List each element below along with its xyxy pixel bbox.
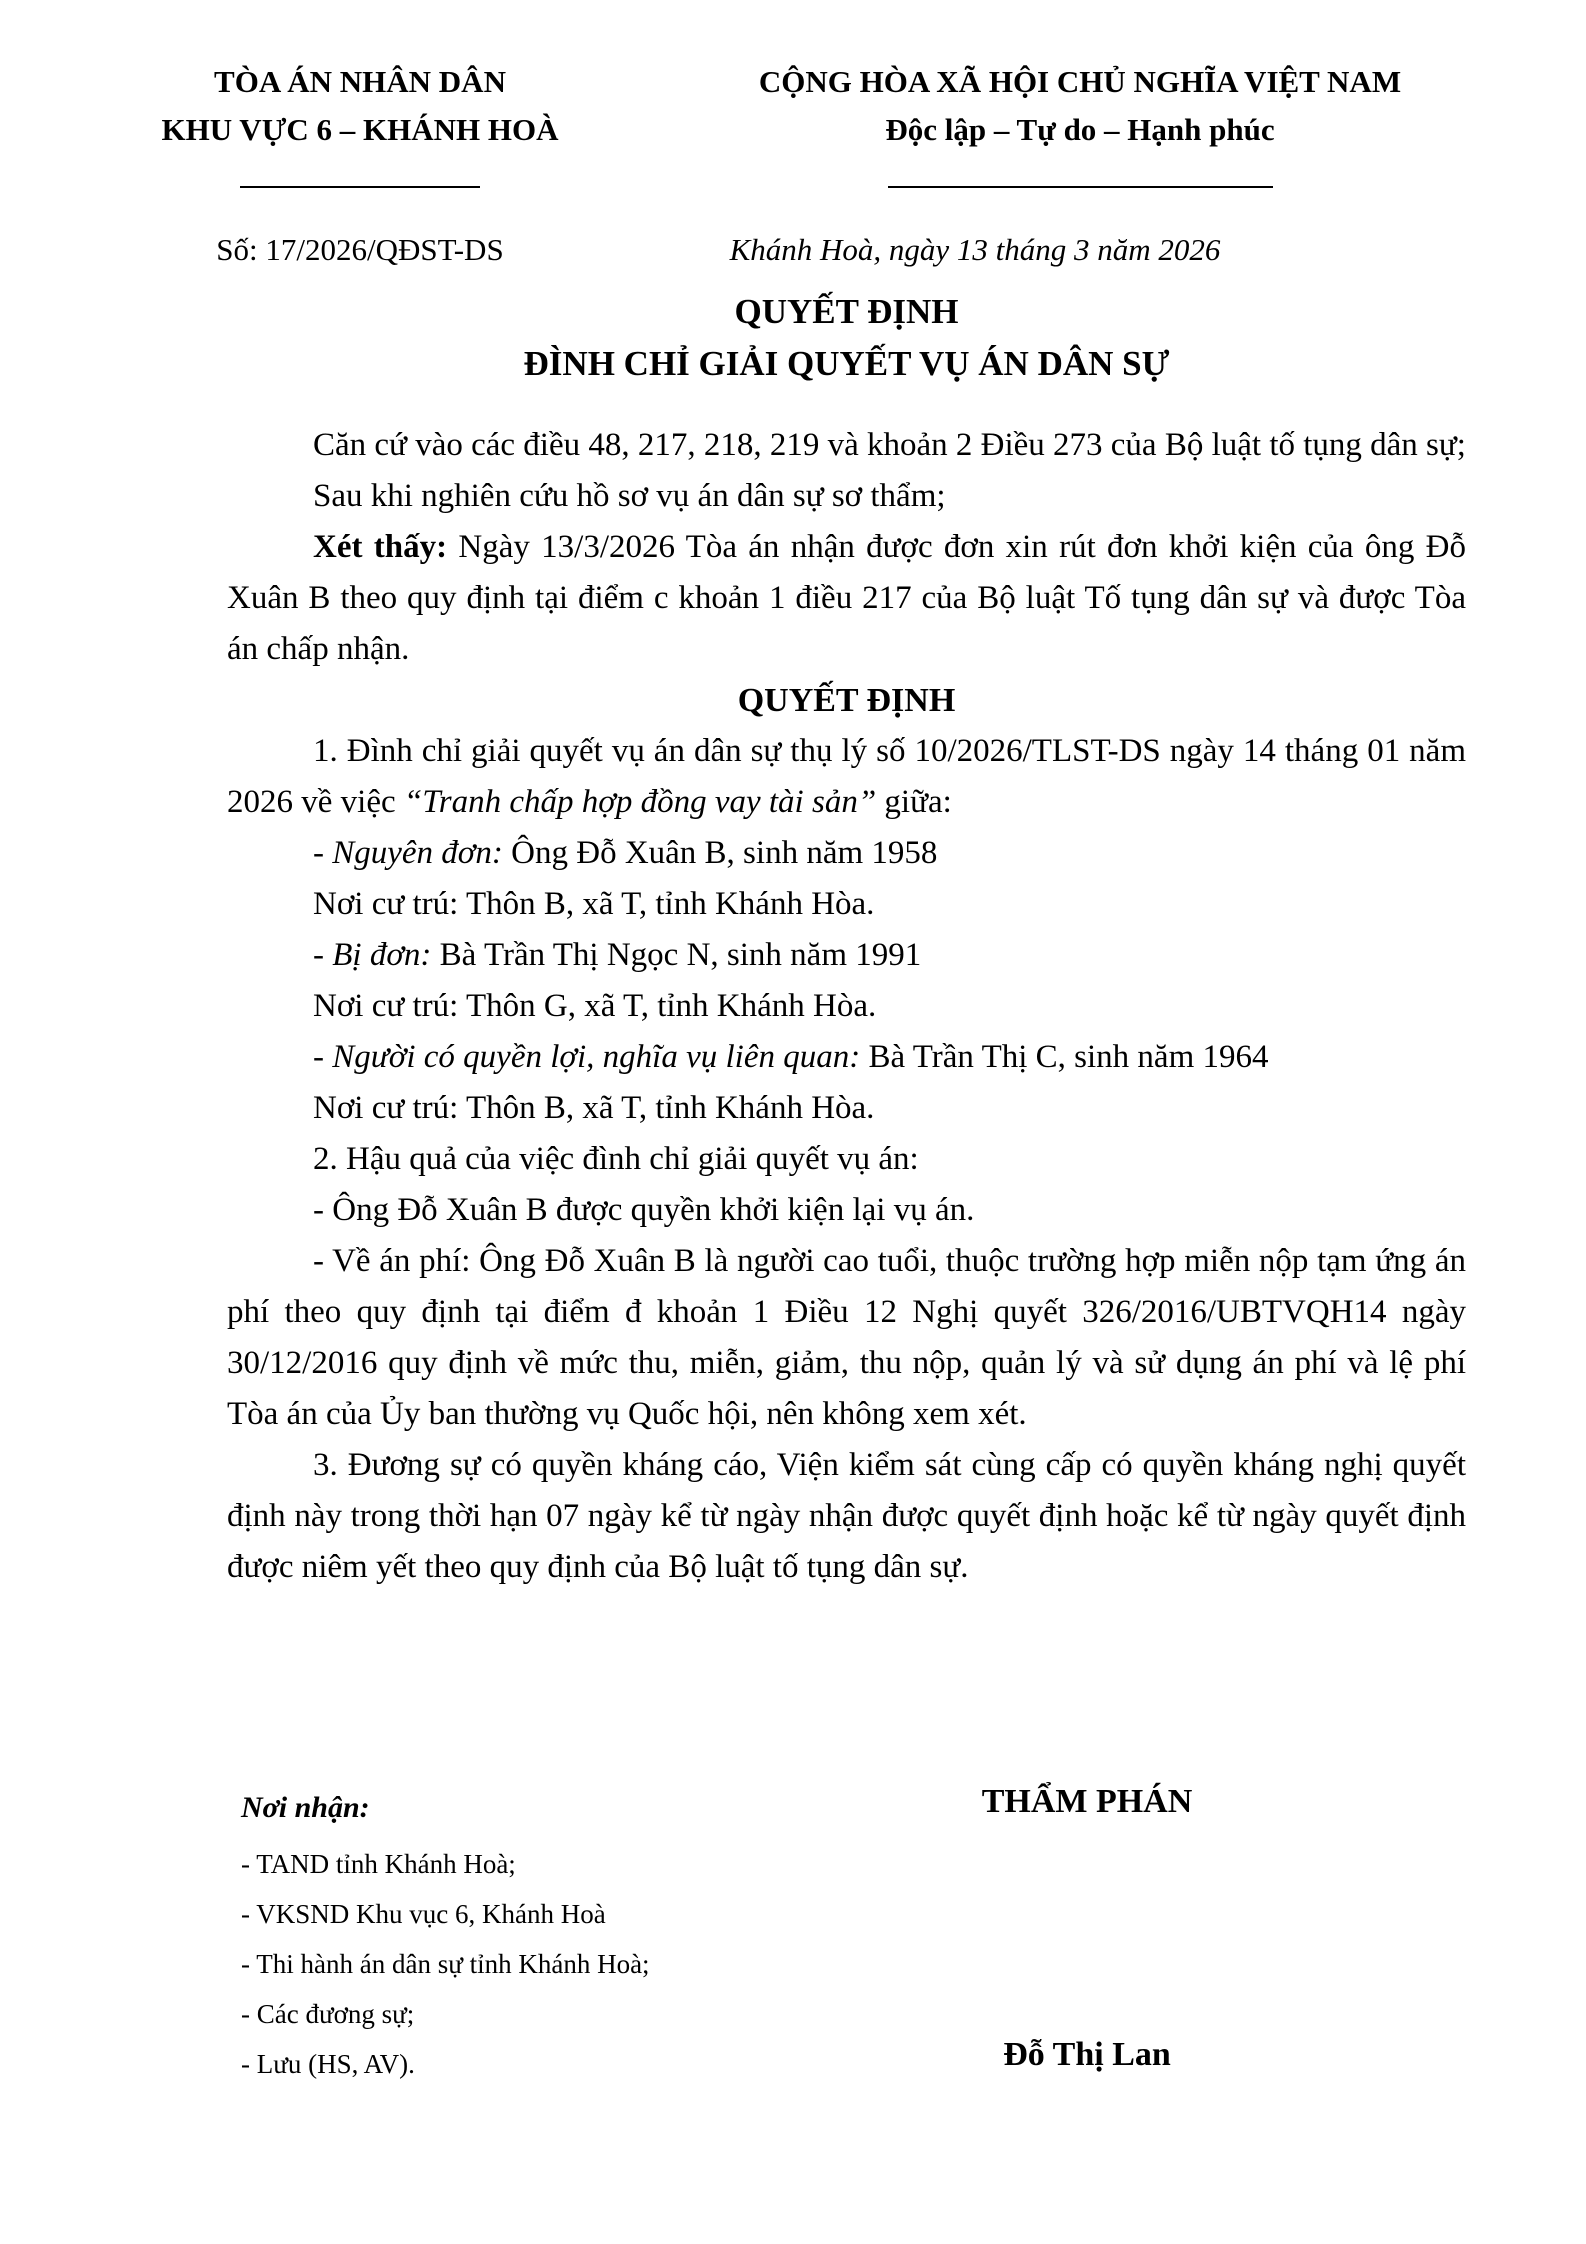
- decision-item-2-sub1: - Ông Đỗ Xuân B được quyền khởi kiện lại vụ án.: [313, 1192, 975, 1228]
- recipients-label: Nơi nhận:: [241, 1791, 370, 1824]
- plaintiff-name: Ông Đỗ Xuân B, sinh năm 1958: [502, 835, 938, 871]
- findings-paragraph: [227, 522, 1466, 675]
- plaintiff-label: - Nguyên đơn:: [313, 835, 503, 871]
- recipients-block: [241, 1783, 861, 2089]
- item1-text-post: giữa:: [876, 784, 952, 820]
- decision-item-2-sub2: - Về án phí: Ông Đỗ Xuân B là người cao tuổi, thuộc trường hợp miễn nộp tạm ứng án phí theo quy định tại điểm đ khoản 1 Điều 12 Nghị quyết 326/2016/UBTVQH14 ngày 30/12/2016 quy định về mức thu, miễn, giảm, thu nộp, quản lý và sử dụng án phí và lệ phí Tòa án của Ủy ban thường vụ Quốc hội, nên không xem xét.: [227, 1243, 1466, 1432]
- defendant-name: Bà Trần Thị Ngọc N, sinh năm 1991: [431, 937, 922, 973]
- national-motto: Độc lập – Tự do – Hạnh phúc: [885, 112, 1275, 147]
- title-line2: ĐÌNH CHỈ GIẢI QUYẾT VỤ ÁN DÂN SỰ: [523, 344, 1170, 383]
- motto-underline: [888, 178, 1273, 188]
- review-paragraph: Sau khi nghiên cứu hồ sơ vụ án dân sự sơ thẩm;: [313, 478, 946, 514]
- related-party-name: Bà Trần Thị C, sinh năm 1964: [860, 1039, 1269, 1075]
- decision-item-2: 2. Hậu quả của việc đình chỉ giải quyết vụ án:: [313, 1141, 919, 1177]
- related-party-line: [227, 1032, 1466, 1083]
- item1-text-pre: 1. Đình chỉ giải quyết vụ án dân sự thụ lý số 10/2026/TLST-DS ngày 14 tháng 01 năm 2026 về việc: [227, 733, 1466, 820]
- case-subject-quote: “Tranh chấp hợp đồng vay tài sản”: [403, 784, 877, 820]
- recipient-item: - TAND tỉnh Khánh Hoà;: [241, 1849, 516, 1879]
- findings-label: Xét thấy:: [313, 529, 448, 565]
- recipient-item: - Các đương sự;: [241, 1999, 415, 2029]
- signer-title: THẨM PHÁN: [981, 1783, 1193, 1820]
- decision-item-3: 3. Đương sự có quyền kháng cáo, Viện kiểm sát cùng cấp có quyền kháng nghị quyết định này trong thời hạn 07 ngày kể từ ngày nhận được quyết định hoặc kể từ ngày quyết định được niêm yết theo quy định của Bộ luật tố tụng dân sự.: [227, 1447, 1466, 1585]
- decision-heading: QUYẾT ĐỊNH: [737, 682, 956, 719]
- court-name-line1: TÒA ÁN NHÂN DÂN: [214, 64, 506, 99]
- national-name: CỘNG HÒA XÃ HỘI CHỦ NGHĨA VIỆT NAM: [758, 64, 1402, 99]
- document-title: [227, 286, 1466, 390]
- plaintiff-residence: Nơi cư trú: Thôn B, xã T, tỉnh Khánh Hòa.: [313, 886, 875, 922]
- signer-name: Đỗ Thị Lan: [1003, 2036, 1171, 2073]
- court-name-line2: KHU VỰC 6 – KHÁNH HOÀ: [161, 112, 559, 147]
- legal-basis-paragraph: Căn cứ vào các điều 48, 217, 218, 219 và khoản 2 Điều 273 của Bộ luật tố tụng dân sự;: [313, 427, 1466, 463]
- decision-item-1: [227, 726, 1466, 828]
- court-name-underline: [240, 178, 480, 188]
- place-date-line: Khánh Hoà, ngày 13 tháng 3 năm 2026: [729, 232, 1221, 267]
- title-line1: QUYẾT ĐỊNH: [734, 292, 959, 331]
- recipient-item: - Lưu (HS, AV).: [241, 2049, 415, 2079]
- defendant-label: - Bị đơn:: [313, 937, 432, 973]
- plaintiff-line: [227, 828, 1466, 879]
- defendant-residence: Nơi cư trú: Thôn G, xã T, tỉnh Khánh Hòa.: [313, 988, 877, 1024]
- document-number: Số: 17/2026/QĐST-DS: [216, 232, 504, 267]
- related-party-label: - Người có quyền lợi, nghĩa vụ liên quan:: [313, 1039, 861, 1075]
- findings-text: Ngày 13/3/2026 Tòa án nhận được đơn xin rút đơn khởi kiện của ông Đỗ Xuân B theo quy định tại điểm c khoản 1 điều 217 của Bộ luật Tố tụng dân sự và được Tòa án chấp nhận.: [227, 529, 1466, 667]
- document-body: [227, 420, 1466, 1593]
- recipient-item: - Thi hành án dân sự tỉnh Khánh Hoà;: [241, 1949, 650, 1979]
- related-party-residence: Nơi cư trú: Thôn B, xã T, tỉnh Khánh Hòa.: [313, 1090, 875, 1126]
- defendant-line: [227, 930, 1466, 981]
- issuing-court-block: [100, 58, 620, 274]
- recipient-item: - VKSND Khu vục 6, Khánh Hoà: [241, 1899, 606, 1929]
- national-header-block: [650, 58, 1510, 274]
- signature-block: [877, 1783, 1297, 2074]
